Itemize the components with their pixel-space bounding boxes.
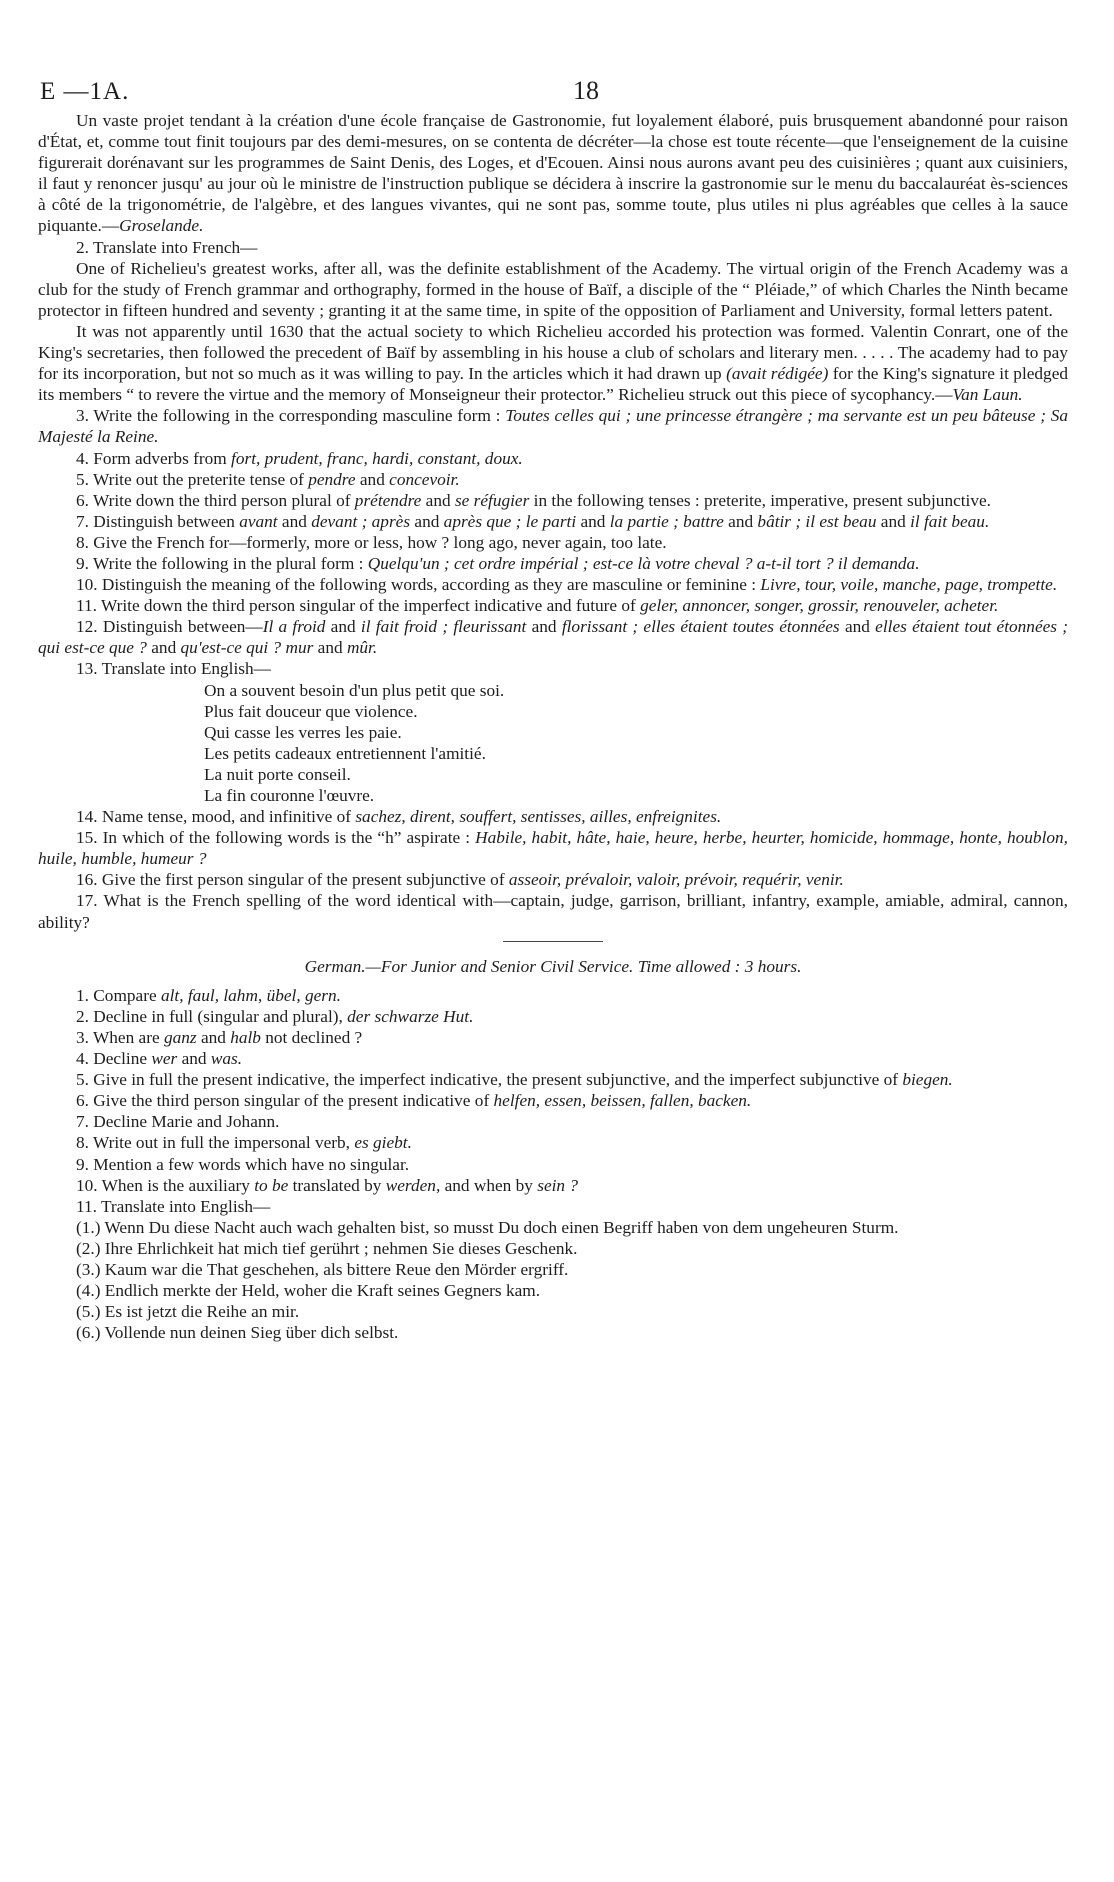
german-question-7: 7. Decline Marie and Johann. [76, 1112, 280, 1132]
question-14-italic: sachez, dirent, souffert, sentisses, ailles, enfreignites. [355, 807, 722, 827]
proverb-line: On a souvent besoin d'un plus petit que soi. [204, 680, 505, 700]
question-15-text: 15. In which of the following words is the “h” aspirate : [76, 828, 476, 848]
question-13-label: 13. Translate into English— [76, 659, 271, 679]
question-2-paragraph-1: One of Richelieu's greatest works, after all, was the definite establishment of the Academy. The virtual origin of the French Academy was a club for the study of French grammar and orthography, formed in the house of Baïf, a disciple of the “ Pléiade,” of which Charles the Ninth became protector in fifteen hundred and seventy ; granting it at the same time, in spite of the opposition of Parliament and University, formal letters patent. [38, 258, 1068, 320]
question-5-mid: and [355, 469, 390, 489]
question-7-b: and [277, 511, 312, 531]
german-question-5-text: 5. Give in full the present indicative, the imperfect indicative, the present subjunctive, and the imperfect subjunctive of [76, 1070, 903, 1090]
question-2-text-b: (avait rédigée) [726, 364, 829, 384]
german-question-4-text: 4. Decline [76, 1049, 152, 1069]
german-question-10-italic-1: to be [254, 1175, 289, 1195]
section-divider [503, 941, 603, 942]
french-passage [38, 110, 1068, 237]
question-7-h: and [723, 511, 758, 531]
question-12-text: 12. Distinguish between— [76, 617, 263, 637]
german-sentence: (6.) Vollende nun deinen Sieg über dich selbst. [76, 1323, 399, 1343]
german-question-4-italic-1: wer [151, 1049, 178, 1069]
german-question-1-italic: alt, faul, lahm, übel, gern. [160, 985, 341, 1005]
question-7-i: bâtir ; il est beau [757, 511, 877, 531]
question-12-f: and [839, 617, 876, 637]
question-11-italic: geler, annoncer, songer, grossir, renouveler, acheter. [640, 596, 999, 616]
question-9-text: 9. Write the following in the plural form : [76, 553, 368, 573]
question-2-text-a: It was not apparently until 1630 that the actual society to which Richelieu accorded his protection was formed. Valentin Conrart, one of the King's secretaries, then followed the precedent of Baïf by assembling in his house a club of scholars and literary men. . . . . The academy had to pay for its incorporation, but not so much as it was willing to pay. In the articles which it had drawn up [38, 321, 1068, 384]
question-3-text: 3. Write the following in the corresponding masculine form : [76, 406, 506, 426]
french-passage-text: Un vaste projet tendant à la création d'une école française de Gastronomie, fut loyalement élaboré, puis brusquement abandonné pour raison d'État, et, comme tout finit toujours par des demi-mesures, on se contenta de décréter—la chose est toute récente—que l'enseignement de la cuisine figurerait dorénavant sur les programmes de Saint Denis, des Loges, et d'Ecouen. Ainsi nous aurons avant peu des cuisinières ; quant aux cuisiniers, il faut y renoncer jusqu' au jour où le ministre de l'instruction publique se décidera à inscrire la gastronomie sur le menu du baccalauréat ès-sciences à côté de la trigonométrie, de l'algèbre, et des langues vivantes, qui ne sont pas, somme toute, plus utiles ni plus agréables que celles à la sauce piquante.— [38, 111, 1068, 236]
question-6-mid: and [421, 490, 455, 510]
german-question-10-mid-2: and when by [440, 1175, 538, 1195]
question-14 [38, 806, 1068, 827]
proverb-line: La nuit porte conseil. [204, 764, 351, 784]
german-question-5-italic: biegen. [902, 1070, 953, 1090]
german-sentence: (4.) Endlich merkte der Held, woher die Kraft seines Gegners kam. [76, 1281, 541, 1301]
german-question-8-text: 8. Write out in full the impersonal verb, [76, 1133, 355, 1153]
question-7-k: il fait beau. [910, 511, 990, 531]
german-question-10 [38, 1175, 1068, 1196]
question-10-text: 10. Distinguish the meaning of the following words, according as they are masculine or feminine : [76, 575, 761, 595]
german-question-11-label: 11. Translate into English— [76, 1196, 271, 1216]
question-2-text-c: for the King's signature it pledged its members “ to revere the virtue and the memory of Monseigneur their protector.” Richelieu struck out this piece of sycophancy.— [38, 364, 1069, 405]
question-12 [38, 616, 1068, 658]
question-7-f: and [576, 511, 610, 531]
question-12-k: mûr. [346, 638, 378, 658]
question-6-italic-2: se réfugier [454, 490, 530, 510]
question-12-g: elles étaient tout étonnées ; qui est-ce que ? [38, 617, 1069, 658]
german-question-2 [38, 1006, 1068, 1027]
question-16 [38, 869, 1068, 890]
question-6-post: in the following tenses : preterite, imperative, present subjunctive. [529, 490, 991, 510]
question-8: 8. Give the French for—formerly, more or less, how ? long ago, never again, too late. [76, 532, 667, 552]
proverb-line: Qui casse les verres les paie. [204, 722, 402, 742]
question-9 [38, 553, 1068, 574]
german-sentence: (1.) Wenn Du diese Nacht auch wach gehalten bist, so musst Du doch einen Begriff haben von dem ungeheuren Sturm. [76, 1217, 899, 1237]
german-question-4-italic-2: was. [210, 1049, 243, 1069]
german-question-10-mid: translated by [288, 1175, 386, 1195]
question-12-c: il fait froid ; fleurissant [360, 617, 527, 637]
french-passage-author: Groselande. [119, 216, 204, 236]
question-2-label: 2. Translate into French— [76, 237, 258, 257]
page-number: 18 [573, 76, 599, 105]
german-question-6-italic: helfen, essen, beissen, fallen, backen. [493, 1091, 752, 1111]
question-15-italic: Habile, habit, hâte, haie, heure, herbe, heurter, homicide, hommage, honte, houblon, huile, humble, humeur ? [38, 828, 1068, 869]
proverb-line: La fin couronne l'œuvre. [204, 786, 375, 805]
question-7-j: and [876, 511, 911, 531]
german-question-8-italic: es giebt. [354, 1133, 412, 1153]
question-6-text: 6. Write down the third person plural of [76, 490, 355, 510]
question-7-text: 7. Distinguish between [76, 511, 240, 531]
german-question-10-italic-3: sein ? [537, 1175, 579, 1195]
question-11-text: 11. Write down the third person singular of the imperfect indicative and future of [76, 596, 641, 616]
german-question-3-mid: and [196, 1027, 231, 1047]
german-question-4-mid: and [177, 1049, 211, 1069]
question-12-e: florissant ; elles étaient toutes étonnées [561, 617, 840, 637]
question-7 [38, 511, 1068, 532]
question-12-i: qu'est-ce qui ? mur [180, 638, 314, 658]
question-4-text: 4. Form adverbs from [76, 448, 232, 468]
question-4 [38, 448, 1068, 469]
german-question-5 [38, 1069, 1068, 1090]
german-sentence: (3.) Kaum war die That geschehen, als bittere Reue den Mörder ergriff. [76, 1259, 569, 1279]
german-question-1-text: 1. Compare [76, 985, 161, 1005]
question-7-d: and [410, 511, 444, 531]
question-6 [38, 490, 1068, 511]
german-question-4 [38, 1048, 1068, 1069]
document-code: E —1A. [40, 78, 130, 105]
document-page [38, 0, 1068, 1343]
german-question-2-italic: der schwarze Hut. [347, 1006, 474, 1026]
question-7-e: après que ; le parti [443, 511, 577, 531]
question-7-g: la partie ; battre [609, 511, 724, 531]
question-12-a: Il a froid [262, 617, 326, 637]
german-question-3 [38, 1027, 1068, 1048]
question-5-italic-1: pendre [308, 469, 356, 489]
question-6-italic-1: prétendre [354, 490, 422, 510]
question-12-d: and [526, 617, 562, 637]
question-12-b: and [325, 617, 361, 637]
question-10 [38, 574, 1068, 595]
german-question-3-italic-2: halb [230, 1027, 261, 1047]
question-14-text: 14. Name tense, mood, and infinitive of [76, 807, 356, 827]
proverb-line: Plus fait douceur que violence. [204, 701, 418, 721]
german-question-3-text: 3. When are [76, 1027, 164, 1047]
question-5-italic-2: concevoir. [389, 469, 460, 489]
question-17: 17. What is the French spelling of the word identical with—captain, judge, garrison, brilliant, infantry, example, amiable, admiral, cannon, ability? [38, 891, 1068, 932]
document-body [38, 110, 1068, 1343]
question-3-italic: Toutes celles qui ; une princesse étrangère ; ma servante est un peu bâteuse ; Sa Majesté la Reine. [38, 406, 1069, 447]
question-2-paragraph-2 [38, 321, 1068, 405]
question-10-italic: Livre, tour, voile, manche, page, trompette. [760, 575, 1058, 595]
question-16-italic: asseoir, prévaloir, valoir, prévoir, requérir, venir. [508, 870, 844, 890]
question-7-c: devant ; après [311, 511, 411, 531]
german-question-9: 9. Mention a few words which have no singular. [76, 1154, 410, 1174]
question-5-text: 5. Write out the preterite tense of [76, 469, 309, 489]
german-question-1 [38, 985, 1068, 1006]
german-question-2-text: 2. Decline in full (singular and plural), [76, 1006, 348, 1026]
german-question-8 [38, 1132, 1068, 1153]
question-4-italic: fort, prudent, franc, hardi, constant, doux. [231, 448, 523, 468]
proverb-line: Les petits cadeaux entretiennent l'amitié. [204, 743, 486, 763]
german-question-10-text: 10. When is the auxiliary [76, 1175, 255, 1195]
german-section-heading: German.—For Junior and Senior Civil Service. Time allowed : 3 hours. [304, 956, 802, 976]
german-question-3-post: not declined ? [260, 1027, 363, 1047]
german-question-6 [38, 1090, 1068, 1111]
page-header [38, 0, 1068, 110]
question-7-a: avant [239, 511, 278, 531]
question-11 [38, 595, 1068, 616]
german-question-10-italic-2: werden, [385, 1175, 441, 1195]
question-2-author: Van Laun. [952, 385, 1023, 405]
question-3 [38, 405, 1068, 447]
question-5 [38, 469, 1068, 490]
question-16-text: 16. Give the first person singular of the present subjunctive of [76, 870, 509, 890]
german-question-6-text: 6. Give the third person singular of the present indicative of [76, 1091, 494, 1111]
german-sentence: (5.) Es ist jetzt die Reihe an mir. [76, 1302, 300, 1322]
question-9-italic: Quelqu'un ; cet ordre impérial ; est-ce là votre cheval ? a-t-il tort ? il demanda. [367, 553, 920, 573]
question-12-j: and [313, 638, 347, 658]
question-12-h: and [146, 638, 181, 658]
german-sentence: (2.) Ihre Ehrlichkeit hat mich tief gerührt ; nehmen Sie dieses Geschenk. [76, 1238, 578, 1258]
question-15 [38, 827, 1068, 869]
german-question-3-italic-1: ganz [163, 1027, 197, 1047]
